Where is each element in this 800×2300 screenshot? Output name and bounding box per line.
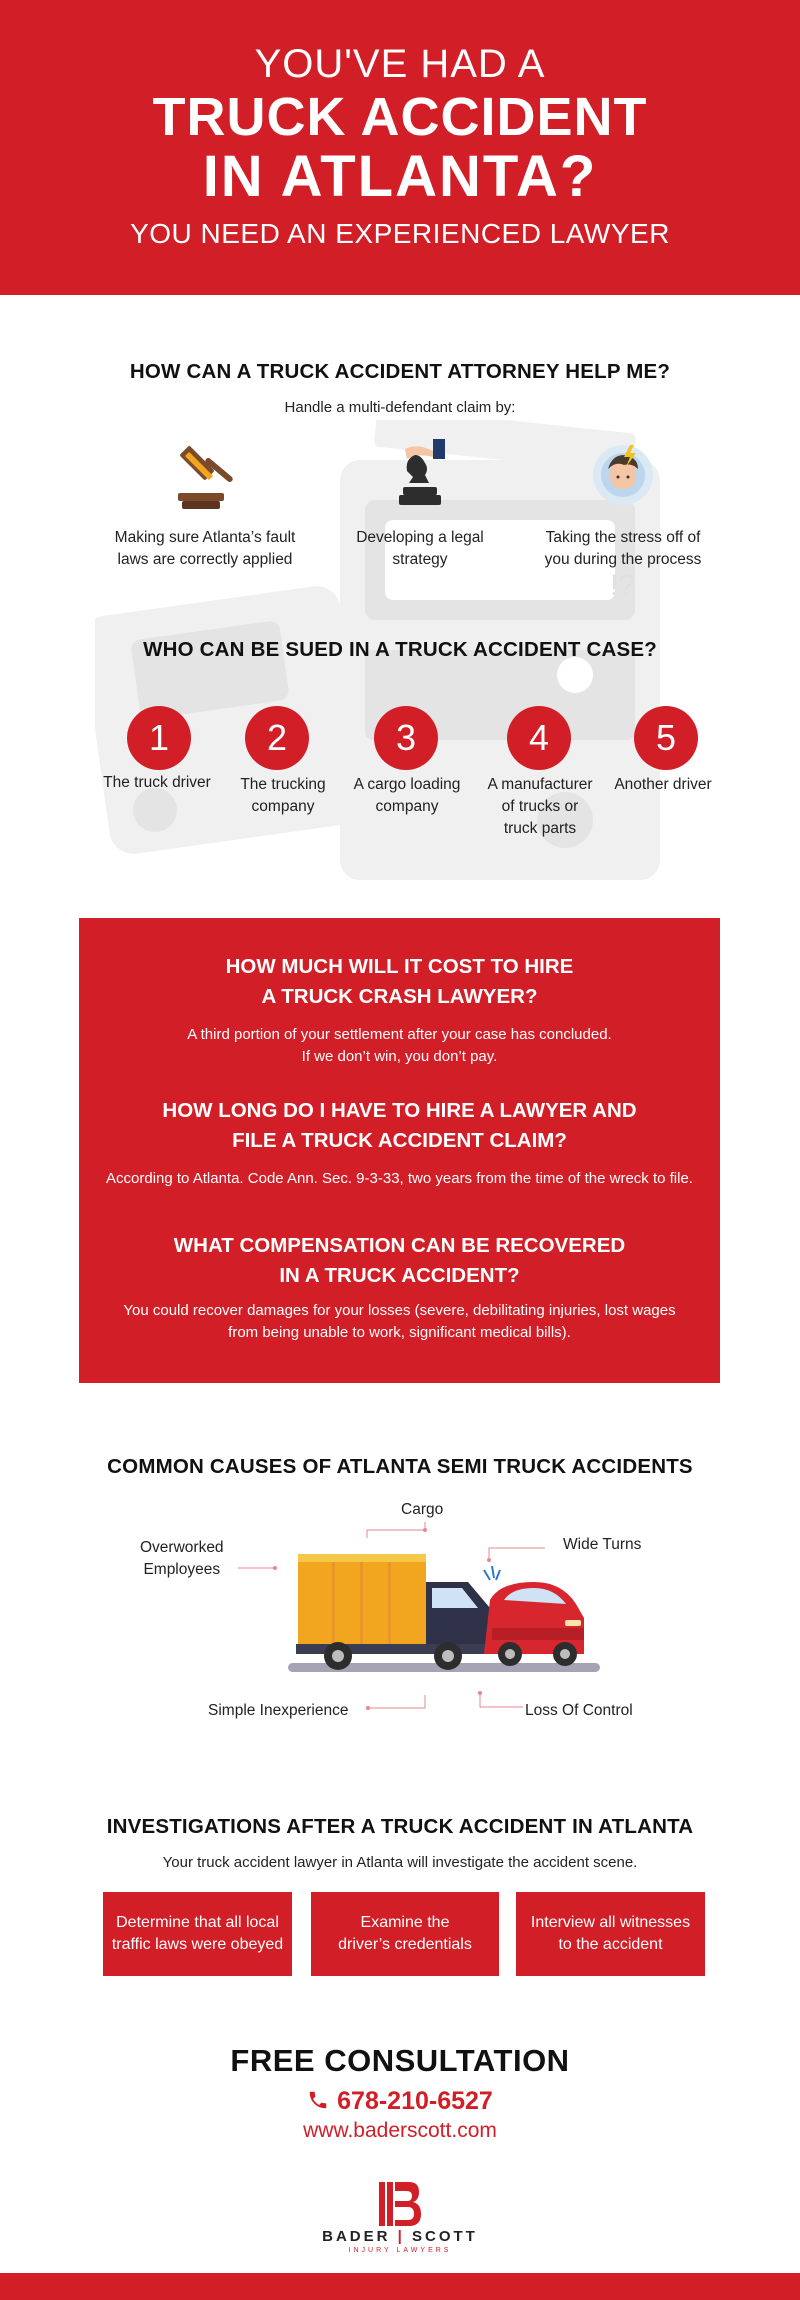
logo-tagline: INJURY LAWYERS (348, 2247, 452, 2254)
footer-bar (0, 2273, 800, 2300)
stressed-person-icon (578, 435, 668, 515)
help-item-line2: strategy (392, 551, 448, 568)
bader-scott-logo-icon (375, 2180, 425, 2228)
free-consultation-heading: FREE CONSULTATION (230, 2043, 570, 2078)
defendant-number-5: 5 (634, 706, 698, 770)
defendant-number-1: 1 (127, 706, 191, 770)
faq-question-deadline (79, 1096, 720, 1156)
faq-answer-line: You could recover damages for your losses (severe, debilitating injuries, lost wages (123, 1302, 676, 1319)
help-section-title: HOW CAN A TRUCK ACCIDENT ATTORNEY HELP ME? (129, 360, 671, 383)
investigation-line: traffic laws were obeyed (111, 1936, 284, 1953)
defendant-label-line: company (375, 798, 439, 815)
investigation-box-witnesses (516, 1892, 705, 1976)
investigation-line: driver’s credentials (338, 1936, 472, 1953)
sued-section-title: WHO CAN BE SUED IN A TRUCK ACCIDENT CASE? (143, 638, 657, 661)
faq-answer-cost (79, 1024, 720, 1068)
help-item-line2: you during the process (544, 551, 702, 568)
defendant-number-2: 2 (245, 706, 309, 770)
defendant-label-1 (92, 772, 222, 794)
defendant-number-3: 3 (374, 706, 438, 770)
faq-question-cost (79, 952, 720, 1012)
cause-line: Employees (143, 1561, 221, 1578)
help-item-stress (523, 435, 723, 571)
gavel-icon (160, 435, 250, 515)
help-item-text (523, 527, 723, 571)
faq-question-line: HOW LONG DO I HAVE TO HIRE A LAWYER AND (162, 1099, 637, 1122)
cause-line: Overworked (140, 1539, 224, 1556)
investigation-box-text (531, 1912, 690, 1956)
investigations-subtitle: Your truck accident lawyer in Atlanta will investigate the accident scene. (162, 1854, 638, 1871)
defendant-label-2 (218, 774, 348, 818)
defendant-label-3 (342, 774, 472, 818)
faq-answer-compensation (79, 1300, 720, 1344)
faq-question-compensation (79, 1231, 720, 1291)
website-link[interactable]: www.baderscott.com (303, 2119, 497, 2142)
help-item-text (320, 527, 520, 571)
phone-icon (307, 2089, 329, 2111)
defendant-label-line: The trucking (240, 776, 326, 793)
defendant-label-line: company (251, 798, 315, 815)
cause-inexperience: Simple Inexperience (208, 1702, 349, 1719)
faq-question-line: HOW MUCH WILL IT COST TO HIRE (225, 955, 574, 978)
logo-divider: | (397, 2228, 405, 2245)
faq-question-line: IN A TRUCK ACCIDENT? (279, 1264, 520, 1287)
cause-loss-of-control: Loss Of Control (525, 1702, 633, 1719)
faq-answer-deadline (79, 1168, 720, 1190)
defendant-label-line: truck parts (503, 820, 577, 837)
faq-question-line: A TRUCK CRASH LAWYER? (261, 985, 538, 1008)
truck-crash-illustration (0, 1520, 800, 1720)
defendant-label-4 (475, 774, 605, 840)
faq-panel (79, 918, 720, 1383)
help-item-line1: Taking the stress off of (545, 529, 701, 546)
help-item-line1: Developing a legal (356, 529, 484, 546)
faq-question-line: FILE A TRUCK ACCIDENT CLAIM? (232, 1129, 567, 1152)
hero-line-1: YOU'VE HAD A (254, 42, 546, 86)
defendant-label-5 (598, 774, 728, 796)
investigation-line: Determine that all local (116, 1914, 279, 1931)
causes-section-title: COMMON CAUSES OF ATLANTA SEMI TRUCK ACCIDENTS (107, 1455, 693, 1478)
phone-number-text: 678-210-6527 (337, 2087, 493, 2115)
defendant-label-line: of trucks or (501, 798, 579, 815)
svg-text:!?: !? (610, 569, 636, 602)
investigation-box-credentials (311, 1892, 499, 1976)
defendant-label-line: A manufacturer (487, 776, 593, 793)
cause-cargo: Cargo (401, 1501, 444, 1518)
help-item-line2: laws are correctly applied (117, 551, 293, 568)
faq-answer-line: from being unable to work, significant medical bills). (228, 1324, 571, 1341)
hero-line-4: YOU NEED AN EXPERIENCED LAWYER (130, 218, 670, 249)
hero-banner (0, 0, 800, 295)
logo-wordmark (0, 2228, 800, 2245)
investigations-section-title: INVESTIGATIONS AFTER A TRUCK ACCIDENT IN ATLANTA (106, 1815, 694, 1838)
chess-strategy-icon (375, 435, 465, 515)
phone-number-link[interactable] (0, 2087, 800, 2116)
help-item-text (105, 527, 305, 571)
faq-answer-line: If we don’t win, you don’t pay. (301, 1048, 498, 1065)
help-item-line1: Making sure Atlanta’s fault (114, 529, 296, 546)
investigation-box-traffic-laws (103, 1892, 292, 1976)
logo-name-left: BADER (322, 2228, 391, 2245)
help-item-fault-laws (105, 435, 305, 571)
cause-wide-turns: Wide Turns (563, 1536, 642, 1553)
defendant-number-4: 4 (507, 706, 571, 770)
help-item-legal-strategy (320, 435, 520, 571)
investigation-line: Interview all witnesses (530, 1914, 691, 1931)
defendant-label-line: Another driver (614, 776, 712, 793)
investigation-box-text (112, 1912, 283, 1956)
investigation-line: Examine the (360, 1914, 450, 1931)
help-section-subtitle: Handle a multi-defendant claim by: (284, 399, 516, 416)
defendant-label-line: A cargo loading (353, 776, 461, 793)
investigation-line: to the accident (558, 1936, 663, 1953)
defendant-label-line: The truck driver (103, 774, 211, 791)
logo-name-right: SCOTT (412, 2228, 478, 2245)
hero-line-2: TRUCK ACCIDENT (152, 87, 648, 147)
faq-question-line: WHAT COMPENSATION CAN BE RECOVERED (173, 1234, 626, 1257)
investigation-box-text (338, 1912, 472, 1956)
faq-answer-line: According to Atlanta. Code Ann. Sec. 9-3-33, two years from the time of the wreck to file. (106, 1170, 693, 1187)
faq-answer-line: A third portion of your settlement after your case has concluded. (187, 1026, 612, 1043)
hero-line-3: IN ATLANTA? (202, 144, 598, 209)
